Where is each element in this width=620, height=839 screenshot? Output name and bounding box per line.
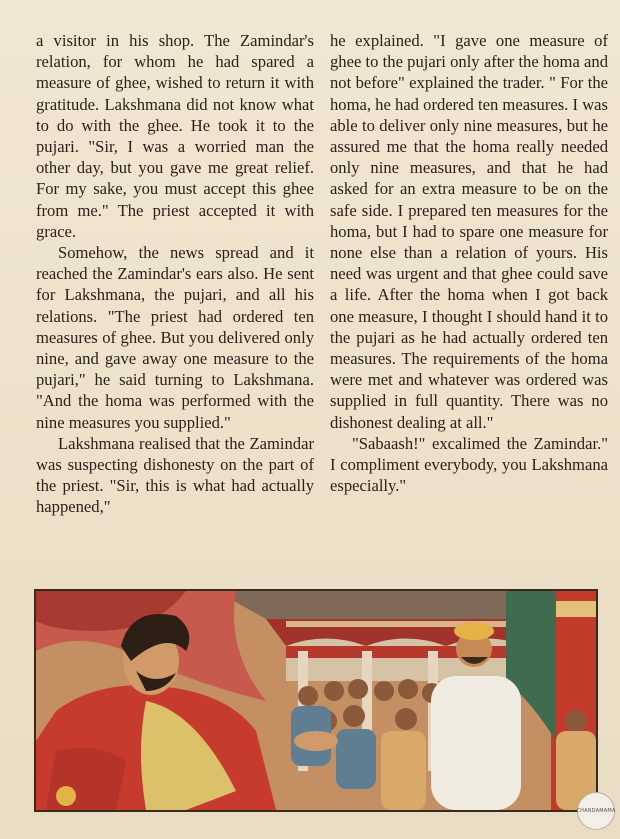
paragraph: he explained. "I gave one measure of ghee to the pujari only after the homa and not before" explained the trader. " For the homa, he had ordered ten measures. I was able to deliver only nine measures, but he assured me that the homa really needed only nine measures, and that he had asked for an extra measure to be on the safe side. I prepared ten measures for the homa, but I had to spare one measure for none else than a relation of yours. His need was urgent and that ghee could save a life. After the homa when I got back one measure, I thought I should hand it to the pujari as he had actually ordered ten measures. The requirements of the homa were met and whatever was ordered was supplied in full quantity. There was no dishonest dealing at all." bbox=[330, 31, 608, 432]
left-column bbox=[36, 30, 314, 578]
right-column bbox=[330, 30, 608, 578]
chandamama-logo bbox=[577, 792, 615, 830]
paragraph: a visitor in his shop. The Zamindar's relation, for whom he had spared a measure of ghee, wished to return it with gratitude. Lakshmana did not know what to do with the ghee. He took it to the pujari. "Sir, I was a worried man the other day, but you gave me great relief. For my sake, you must accept this ghee from me." The priest accepted it with grace. bbox=[36, 31, 314, 241]
logo-text: CHANDAMAMA bbox=[576, 808, 616, 814]
court-scene-image bbox=[36, 591, 596, 810]
story-text bbox=[36, 30, 608, 578]
paragraph: Lakshmana realised that the Zamindar was suspecting dishonesty on the part of the priest. "Sir, this is what had actually happened," bbox=[36, 433, 314, 517]
paragraph: Somehow, the news spread and it reached the Zamindar's ears also. He sent for Lakshmana, the pujari, and all his relations. "The priest had ordered ten measures of ghee. But you delivered only nine, and gave away one measure to the pujari," he said turning to Lakshmana. "And the homa was performed with the nine measures you supplied." bbox=[36, 243, 314, 432]
paragraph: "Sabaash!" excalimed the Zamindar." I compliment everybody, you Lakshmana especially." bbox=[330, 433, 608, 496]
story-illustration bbox=[34, 589, 598, 812]
